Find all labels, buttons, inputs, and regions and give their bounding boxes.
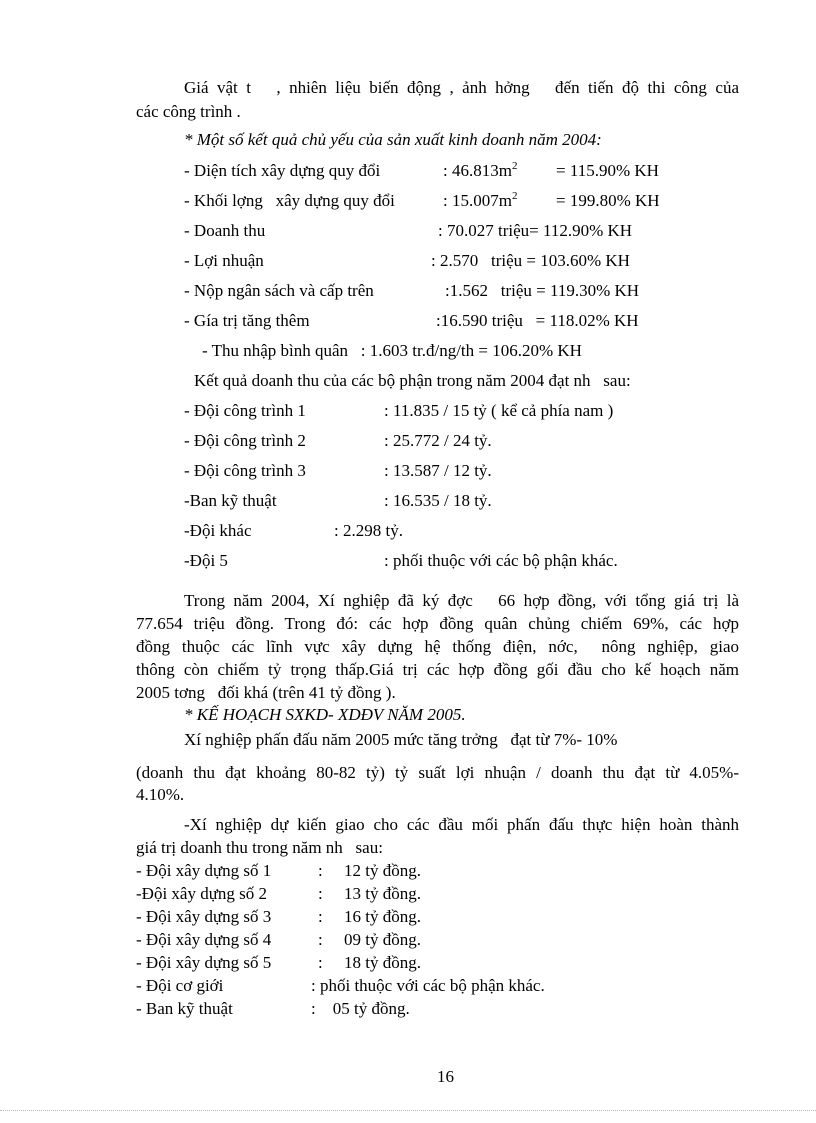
result-value: : 70.027 triệu= 112.90% KH bbox=[438, 221, 633, 240]
plan-heading: * KẾ HOẠCH SXKD- XDĐV NĂM 2005. bbox=[184, 705, 466, 724]
plan-label: - Đội xây dựng số 5 bbox=[136, 953, 272, 972]
revenue-label: -Đội khác bbox=[184, 521, 252, 540]
growth-line-3: 4.10%. bbox=[136, 785, 185, 804]
growth-line-1: Xí nghiệp phấn đấu năm 2005 mức tăng trởng đạt từ 7%- 10% bbox=[184, 730, 618, 749]
plan-value: : 09 tỷ đồng. bbox=[318, 930, 421, 949]
revenue-label: -Ban kỹ thuật bbox=[184, 491, 277, 510]
plan-value: : 05 tỷ đồng. bbox=[311, 999, 410, 1018]
growth-line-2: (doanh thu đạt khoảng 80-82 tỷ) tỷ suất lợi nhuận / doanh thu đạt từ 4.05%- bbox=[136, 763, 739, 782]
revenue-value: : 11.835 / 15 tỷ ( kể cả phía nam ) bbox=[384, 401, 614, 420]
revenue-value: : 16.535 / 18 tỷ. bbox=[384, 491, 492, 510]
plan-label: -Đội xây dựng số 2 bbox=[136, 884, 268, 903]
intro-line-1: Giá vật t , nhiên liệu biến động , ảnh hởng đến tiến độ thi công của bbox=[184, 78, 739, 97]
results-heading: * Một số kết quả chủ yếu của sản xuất kinh doanh năm 2004: bbox=[184, 130, 602, 149]
result-label: - Lợi nhuận bbox=[184, 251, 264, 270]
plan-label: - Đội xây dựng số 1 bbox=[136, 861, 272, 880]
plan-value: : 13 tỷ đồng. bbox=[318, 884, 421, 903]
contracts-line-3: đồng thuộc các lĩnh vực xây dựng hệ thống điện, nớc, nông nghiệp, giao bbox=[136, 637, 739, 656]
assign-line-1: -Xí nghiệp dự kiến giao cho các đầu mối phấn đấu thực hiện hoàn thành bbox=[184, 815, 739, 834]
contracts-line-2: 77.654 triệu đồng. Trong đó: các hợp đồng quân chủng chiếm 69%, các hợp bbox=[136, 614, 739, 633]
result-value: : $46.813m^2$ bbox=[443, 160, 518, 180]
average-income: - Thu nhập bình quân : 1.603 tr.đ/ng/th = 106.20% KH bbox=[202, 341, 582, 360]
result-label: - Gía trị tăng thêm bbox=[184, 311, 310, 330]
result-label: - Doanh thu bbox=[184, 221, 266, 240]
result-percent: = 199.80% KH bbox=[556, 191, 660, 210]
result-value: : $15.007m^2$ bbox=[443, 190, 518, 210]
plan-label: - Đội xây dựng số 4 bbox=[136, 930, 272, 949]
plan-label: - Đội xây dựng số 3 bbox=[136, 907, 272, 926]
result-value: : 2.570 triệu = 103.60% KH bbox=[431, 251, 630, 270]
plan-value: : 12 tỷ đồng. bbox=[318, 861, 421, 880]
contracts-line-4: thông còn chiếm tỷ trọng thấp.Giá trị các hợp đồng gối đầu cho kế hoạch năm bbox=[136, 660, 739, 679]
revenue-value: : 25.772 / 24 tỷ. bbox=[384, 431, 492, 450]
contracts-line-5: 2005 tơng đối khá (trên 41 tỷ đồng ). bbox=[136, 683, 396, 702]
result-label: - Diện tích xây dựng quy đổi bbox=[184, 161, 381, 180]
plan-value: : 18 tỷ đồng. bbox=[318, 953, 421, 972]
revenue-heading: Kết quả doanh thu của các bộ phận trong năm 2004 đạt nh sau: bbox=[194, 371, 631, 390]
plan-label: - Đội cơ giới bbox=[136, 976, 224, 995]
revenue-label: - Đội công trình 2 bbox=[184, 431, 306, 450]
revenue-value: : 13.587 / 12 tỷ. bbox=[384, 461, 492, 480]
revenue-value: : 2.298 tỷ. bbox=[334, 521, 403, 540]
revenue-label: - Đội công trình 1 bbox=[184, 401, 306, 420]
plan-label: - Ban kỹ thuật bbox=[136, 999, 233, 1018]
intro-line-2: các công trình . bbox=[136, 102, 241, 121]
plan-value: : 16 tỷ đồng. bbox=[318, 907, 421, 926]
revenue-label: -Đội 5 bbox=[184, 551, 228, 570]
result-value: :16.590 triệu = 118.02% KH bbox=[436, 311, 639, 330]
result-value: :1.562 triệu = 119.30% KH bbox=[445, 281, 640, 300]
result-label: - Nộp ngân sách và cấp trên bbox=[184, 281, 374, 300]
result-label: - Khối lợng xây dựng quy đổi bbox=[184, 191, 395, 210]
page-number: 16 bbox=[437, 1067, 454, 1086]
assign-line-2: giá trị doanh thu trong năm nh sau: bbox=[136, 838, 383, 857]
page-bottom-border bbox=[0, 1110, 816, 1111]
revenue-value: : phối thuộc với các bộ phận khác. bbox=[384, 551, 618, 570]
result-percent: = 115.90% KH bbox=[556, 161, 659, 180]
contracts-line-1: Trong năm 2004, Xí nghiệp đã ký đợc 66 hợp đồng, với tổng giá trị là bbox=[184, 591, 739, 610]
plan-value: : phối thuộc với các bộ phận khác. bbox=[311, 976, 545, 995]
revenue-label: - Đội công trình 3 bbox=[184, 461, 306, 480]
